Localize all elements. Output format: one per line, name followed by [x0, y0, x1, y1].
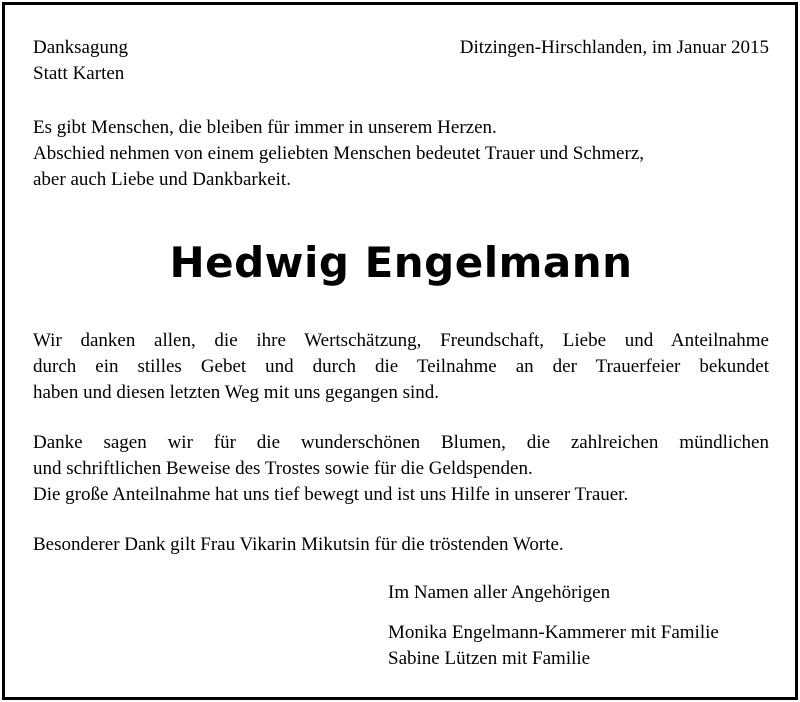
intro-verse: [33, 115, 769, 193]
thanks-line-1: Wir danken allen, die ihre Wertschätzung, Freundschaft, Liebe und Anteilnahme: [33, 330, 769, 351]
flowers-line-2: und schriftlichen Beweise des Trostes sowie für die Geldspenden.: [33, 458, 533, 479]
special-thanks-text: Besonderer Dank gilt Frau Vikarin Mikutsin für die tröstenden Worte.: [33, 534, 564, 555]
signers: [388, 620, 769, 672]
special-thanks: [33, 532, 769, 558]
notice-type-line2: Statt Karten: [33, 63, 125, 84]
flowers-paragraph: [33, 430, 769, 508]
notice-type-line1: Danksagung: [33, 37, 128, 58]
intro-line-1: Es gibt Menschen, die bleiben für immer in unserem Herzen.: [33, 117, 497, 138]
signature-intro: Im Namen aller Angehörigen: [388, 582, 611, 603]
thanks-paragraph: [33, 328, 769, 406]
intro-line-2: Abschied nehmen von einem geliebten Menschen bedeutet Trauer und Schmerz,: [33, 143, 644, 164]
notice-header: [33, 35, 769, 87]
flowers-line-1: Danke sagen wir für die wunderschönen Blumen, die zahlreichen mündlichen: [33, 432, 769, 453]
signer-2: Sabine Lützen mit Familie: [388, 648, 591, 669]
signature-block: [388, 580, 769, 672]
intro-line-3: aber auch Liebe und Dankbarkeit.: [33, 169, 291, 190]
thanks-line-2: durch ein stilles Gebet und durch die Teilnahme an der Trauerfeier bekundet: [33, 356, 769, 377]
place-date: Ditzingen-Hirschlanden, im Januar 2015: [459, 37, 769, 58]
flowers-line-3: Die große Anteilnahme hat uns tief bewegt und ist uns Hilfe in unserer Trauer.: [33, 484, 629, 505]
obituary-notice: [33, 35, 769, 672]
notice-type: [33, 35, 128, 87]
deceased-name: Hedwig Engelmann: [169, 238, 633, 287]
thanks-line-3: haben und diesen letzten Weg mit uns gegangen sind.: [33, 382, 439, 403]
signer-1: Monika Engelmann-Kammerer mit Familie: [388, 622, 719, 643]
